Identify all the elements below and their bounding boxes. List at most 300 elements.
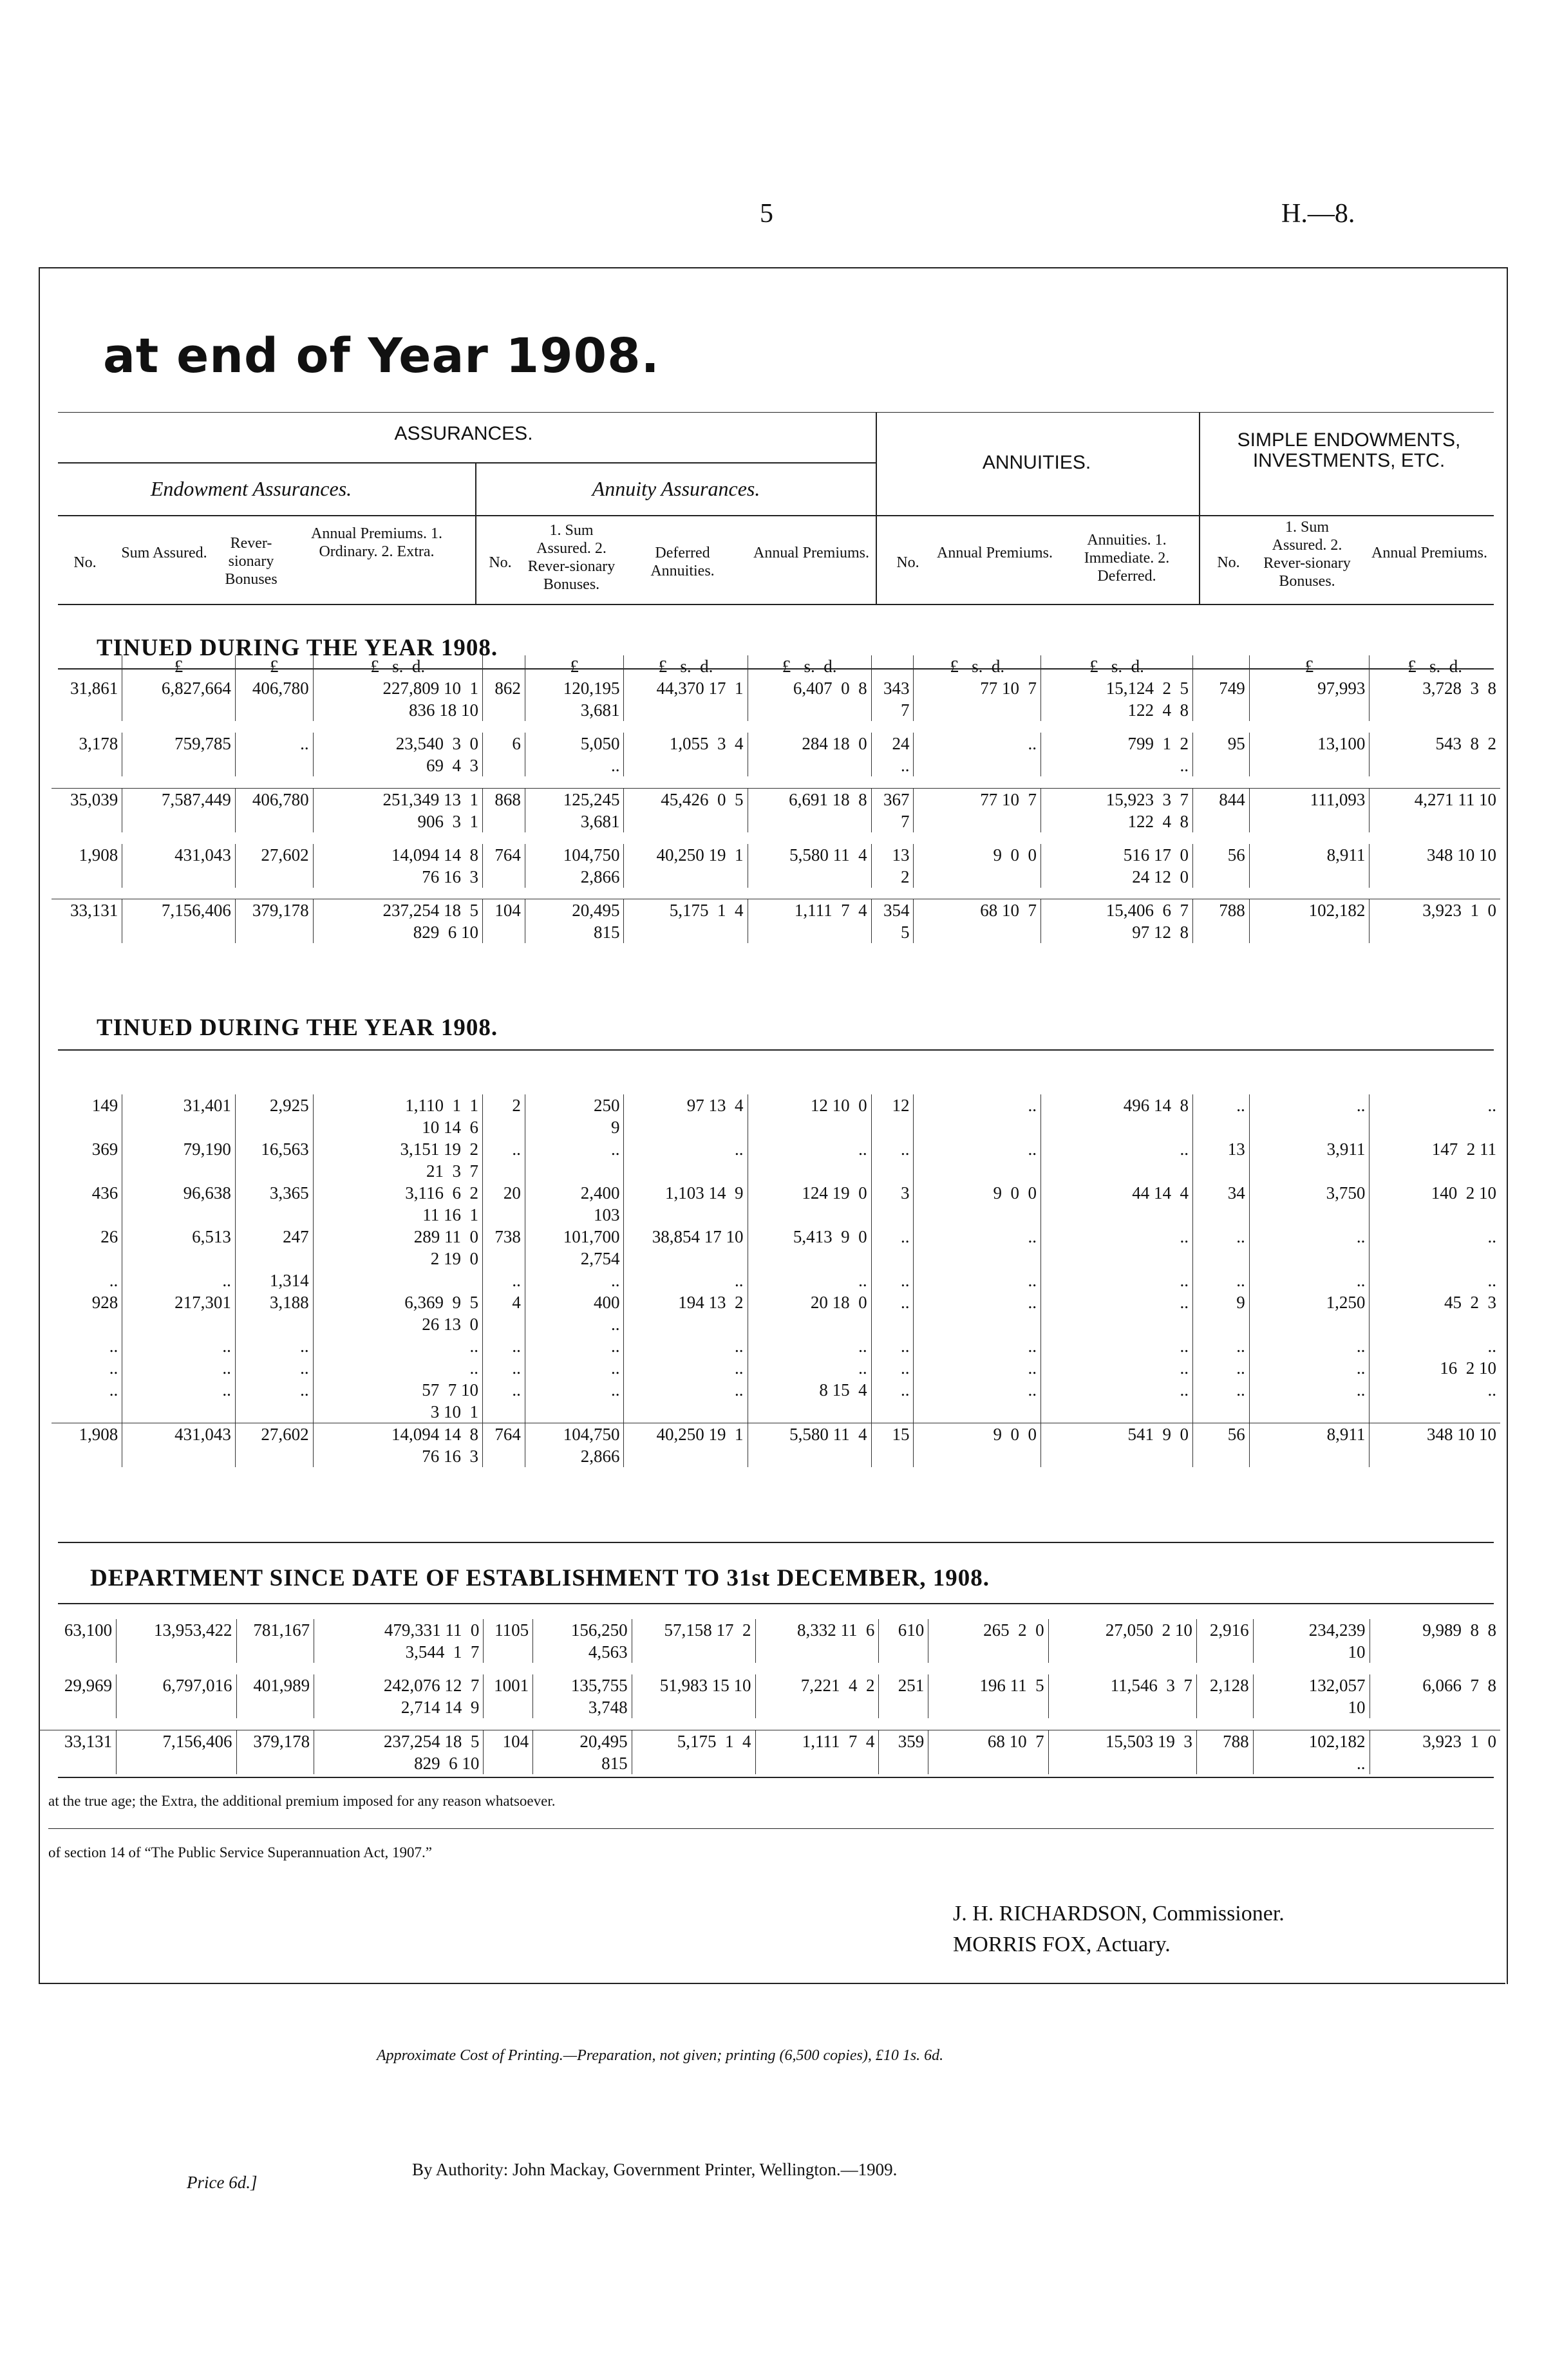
table-cell: 15,503 19 3 — [1048, 1730, 1196, 1774]
table-cell: 738 — [482, 1226, 525, 1270]
header-assurances: ASSURANCES. — [394, 423, 533, 444]
table-cell: 12 10 0 — [748, 1094, 871, 1138]
table-cell: 35,039 — [52, 788, 122, 832]
table-cell: .. — [482, 1335, 525, 1357]
section3-top-rule — [58, 1542, 1494, 1543]
table-cell: 234,239 10 — [1253, 1619, 1370, 1663]
table-cell: 436 — [52, 1182, 122, 1226]
table-cell: 6,407 0 8 — [748, 677, 871, 721]
table-cell: .. — [52, 1357, 122, 1379]
table-cell: 7,156,406 — [117, 1730, 236, 1774]
document-reference: H.—8. — [1281, 199, 1355, 229]
table-cell: 31,861 — [52, 677, 122, 721]
table-cell: 237,254 18 5 829 6 10 — [314, 1730, 484, 1774]
table-cell: 3,116 6 2 11 16 1 — [313, 1182, 482, 1226]
table-cell: 5,580 11 4 — [748, 1423, 871, 1467]
table-cell: .. — [748, 1138, 871, 1182]
col-header-reversionary-bonuses: Rever-sionary Bonuses — [225, 535, 278, 588]
section3-table — [39, 1619, 1500, 1786]
col-header-annuities-immediate-deferred: Annuities. 1. Immediate. 2. Deferred. — [1084, 532, 1170, 585]
table-cell: 96,638 — [122, 1182, 236, 1226]
table-cell: 759,785 — [122, 733, 236, 776]
unit-cell: £ s. d. — [1407, 657, 1463, 676]
header-rule-assurances — [58, 462, 876, 464]
table-cell: .. — [914, 1094, 1041, 1138]
table-row — [52, 733, 1500, 776]
table-cell: 104,750 2,866 — [525, 844, 624, 888]
table-cell: .. — [624, 1379, 748, 1423]
table-cell: 68 10 7 — [928, 1730, 1048, 1774]
table-row — [52, 1357, 1500, 1379]
table-cell: .. — [914, 733, 1041, 776]
table-cell: .. — [1487, 1336, 1496, 1356]
table-cell: 33,131 — [39, 1730, 117, 1774]
unit-cell: £ — [235, 655, 313, 677]
table-cell: 40,250 19 1 — [624, 1423, 748, 1467]
table-cell: .. — [1487, 1096, 1496, 1115]
table-cell: 9 — [1192, 1291, 1249, 1335]
printer-authority: By Authority: John Mackay, Government Printer, Wellington.—1909. — [412, 2160, 898, 2179]
col-header-annuities-no: No. — [896, 554, 919, 571]
table-cell: .. — [871, 1291, 914, 1335]
spacer-row — [39, 1718, 1500, 1730]
table-cell: .. — [1249, 1270, 1370, 1291]
table-cell: .. — [1192, 1226, 1249, 1270]
table-row — [52, 1291, 1500, 1335]
unit-cell: £ s. d. — [914, 655, 1041, 677]
table-cell: 9 0 0 — [914, 844, 1041, 888]
table-cell: 147 2 11 — [1431, 1139, 1496, 1159]
table-cell: 400 .. — [525, 1291, 624, 1335]
table-cell: .. — [748, 1335, 871, 1357]
table-cell: 125,245 3,681 — [525, 788, 624, 832]
table-cell: 27,050 2 10 — [1048, 1619, 1196, 1663]
table-cell: .. — [914, 1291, 1041, 1335]
printing-cost: Approximate Cost of Printing.—Preparation, not given; printing (6,500 copies), £10 1s. 6d. — [377, 2047, 944, 2064]
table-cell: 406,780 — [235, 788, 313, 832]
unit-cell: £ — [525, 655, 624, 677]
table-cell: 11,546 3 7 — [1048, 1674, 1196, 1718]
table-row — [39, 1619, 1500, 1663]
table-cell: 45 2 3 — [1444, 1293, 1496, 1312]
table-cell: .. — [525, 1335, 624, 1357]
table-cell: .. — [1041, 1379, 1193, 1423]
table-cell: 29,969 — [39, 1674, 117, 1718]
table-cell: 1,110 1 1 10 14 6 — [313, 1094, 482, 1138]
table-cell: 788 — [1196, 1730, 1253, 1774]
table-cell: 496 14 8 — [1041, 1094, 1193, 1138]
table-cell: 1,111 7 4 — [755, 1730, 879, 1774]
table-cell: .. — [482, 1379, 525, 1423]
table-cell: .. — [52, 1335, 122, 1357]
units-row — [52, 655, 1500, 677]
table-cell: 9 0 0 — [914, 1423, 1041, 1467]
table-cell: .. — [1192, 1270, 1249, 1291]
table-cell: 379,178 — [235, 899, 313, 944]
col-header-no: No. — [73, 554, 97, 571]
signature-commissioner: J. H. RICHARDSON, Commissioner. — [953, 1902, 1285, 1926]
table-cell: 156,250 4,563 — [533, 1619, 632, 1663]
table-cell: 5,413 9 0 — [748, 1226, 871, 1270]
signature-actuary: MORRIS FOX, Actuary. — [953, 1933, 1171, 1956]
table-cell: .. — [482, 1138, 525, 1182]
table-cell: 101,700 2,754 — [525, 1226, 624, 1270]
table-cell: 23,540 3 0 69 4 3 — [313, 733, 482, 776]
unit-cell: £ — [1249, 655, 1370, 677]
section2-rule — [58, 1049, 1494, 1051]
table-cell: .. — [914, 1226, 1041, 1270]
table-cell: 16,563 — [235, 1138, 313, 1182]
table-cell: 5,580 11 4 — [748, 844, 871, 888]
header-annuities: ANNUITIES. — [982, 452, 1091, 473]
table-cell: 95 — [1192, 733, 1249, 776]
unit-cell: £ — [122, 655, 236, 677]
table-cell: 6 — [482, 733, 525, 776]
table-cell: 16 2 10 — [1440, 1358, 1496, 1378]
table-cell: 140 2 10 — [1431, 1183, 1496, 1203]
table-cell: 111,093 — [1249, 788, 1370, 832]
table-cell: 44 14 4 — [1041, 1182, 1193, 1226]
table-cell: 20,495 815 — [533, 1730, 632, 1774]
table-cell: 1,908 — [52, 1423, 122, 1467]
table-cell: 79,190 — [122, 1138, 236, 1182]
table-cell: .. — [525, 1379, 624, 1423]
table-cell: 51,983 15 10 — [632, 1674, 755, 1718]
table-cell: 227,809 10 1 836 18 10 — [313, 677, 482, 721]
table-cell: 56 — [1192, 1423, 1249, 1467]
unit-cell: £ s. d. — [313, 655, 482, 677]
table-cell: 764 — [482, 844, 525, 888]
notes-rule-2 — [48, 1828, 1494, 1829]
table-cell: .. — [748, 1270, 871, 1291]
table-cell: 27,602 — [235, 844, 313, 888]
table-row — [52, 1379, 1500, 1423]
table-cell: .. — [914, 1270, 1041, 1291]
table-cell: 3,151 19 2 21 3 7 — [313, 1138, 482, 1182]
table-cell: .. — [235, 1335, 313, 1357]
table-cell: .. — [52, 1270, 122, 1291]
table-cell: .. — [1041, 1270, 1193, 1291]
table-cell: .. — [122, 1270, 236, 1291]
table-cell: 4,271 11 10 — [1370, 788, 1500, 832]
table-cell: 15,124 2 5 122 4 8 — [1041, 677, 1193, 721]
table-cell: .. — [1041, 1138, 1193, 1182]
table-row — [52, 788, 1500, 832]
table-cell: 516 17 0 24 12 0 — [1041, 844, 1193, 888]
table-cell: 20 — [482, 1182, 525, 1226]
table-cell: 781,167 — [236, 1619, 314, 1663]
col-header-simple-premiums: Annual Premiums. — [1371, 545, 1487, 561]
unit-cell — [52, 655, 122, 677]
note-premium: at the true age; the Extra, the additional premium imposed for any reason whatsoever. — [48, 1793, 556, 1809]
table-cell: 251,349 13 1 906 3 1 — [313, 788, 482, 832]
table-cell — [313, 1270, 482, 1291]
table-cell: .. — [52, 1379, 122, 1423]
table-cell: 77 10 7 — [914, 677, 1041, 721]
spacer-row — [52, 832, 1500, 844]
table-cell: 3,178 — [52, 733, 122, 776]
table-cell: 20,495 815 — [525, 899, 624, 944]
unit-cell — [1192, 655, 1249, 677]
table-cell: .. — [1192, 1357, 1249, 1379]
section2-title: TINUED DURING THE YEAR 1908. — [97, 1015, 498, 1041]
col-header-sum-assured: Sum Assured. — [121, 545, 207, 561]
table-cell: .. — [235, 1379, 313, 1423]
header-annuity-assurances: Annuity Assurances. — [592, 477, 760, 500]
table-cell: 5,175 1 4 — [624, 899, 748, 944]
table-cell: 1,314 — [235, 1270, 313, 1291]
table-cell: 1,055 3 4 — [624, 733, 748, 776]
table-cell: .. — [1249, 1357, 1370, 1379]
unit-cell: £ s. d. — [1041, 655, 1193, 677]
table-cell: 3,188 — [235, 1291, 313, 1335]
table-row — [52, 899, 1500, 944]
table-cell: .. — [313, 1335, 482, 1357]
table-cell: .. — [1041, 1226, 1193, 1270]
header-divider-annuity-assurances — [475, 464, 476, 604]
table-row — [52, 1094, 1500, 1138]
table-cell: 1,908 — [52, 844, 122, 888]
unit-cell: £ s. d. — [748, 655, 871, 677]
table-cell: .. — [914, 1335, 1041, 1357]
header-rule-top — [58, 412, 1494, 413]
section3-title: DEPARTMENT SINCE DATE OF ESTABLISHMENT TO 31st DECEMBER, 1908. — [90, 1565, 990, 1591]
table-cell: 401,989 — [236, 1674, 314, 1718]
table-cell: .. — [313, 1357, 482, 1379]
table-cell: 799 1 2 .. — [1041, 733, 1193, 776]
table-cell: 124 19 0 — [748, 1182, 871, 1226]
table-cell: .. — [1041, 1357, 1193, 1379]
table-cell: 379,178 — [236, 1730, 314, 1774]
table-cell: 27,602 — [235, 1423, 313, 1467]
unit-cell — [482, 655, 525, 677]
table-cell: 20 18 0 — [748, 1291, 871, 1335]
table-cell: 13,953,422 — [117, 1619, 236, 1663]
spacer-row — [39, 1663, 1500, 1674]
table-cell: .. — [871, 1379, 914, 1423]
table-cell: .. — [914, 1379, 1041, 1423]
table-cell: 2 — [482, 1094, 525, 1138]
table-cell: 7,221 4 2 — [755, 1674, 879, 1718]
table-cell: 9 0 0 — [914, 1182, 1041, 1226]
table-cell: 6,827,664 — [122, 677, 236, 721]
table-cell: 250 9 — [525, 1094, 624, 1138]
table-cell: 284 18 0 — [748, 733, 871, 776]
table-cell: 8,911 — [1249, 844, 1370, 888]
section3-rule — [58, 1603, 1494, 1604]
table-cell: 44,370 17 1 — [624, 677, 748, 721]
table-cell: 68 10 7 — [914, 899, 1041, 944]
table-cell: 844 — [1192, 788, 1249, 832]
table-cell: .. — [482, 1357, 525, 1379]
header-rule-bottom — [58, 604, 1494, 605]
table-cell: .. — [624, 1138, 748, 1182]
table-cell: 868 — [482, 788, 525, 832]
table-cell: 265 2 0 — [928, 1619, 1048, 1663]
section1-table — [52, 655, 1500, 955]
table-cell: 237,254 18 5 829 6 10 — [313, 899, 482, 944]
table-cell: 8,911 — [1249, 1423, 1370, 1467]
table-cell: .. — [1249, 1335, 1370, 1357]
table-cell: 14,094 14 8 76 16 3 — [313, 844, 482, 888]
table-cell: .. — [1192, 1335, 1249, 1357]
section2-table — [52, 1094, 1500, 1467]
table-row — [52, 1226, 1500, 1270]
table-cell: 1,111 7 4 — [748, 899, 871, 944]
table-cell: .. — [871, 1138, 914, 1182]
table-cell: 242,076 12 7 2,714 14 9 — [314, 1674, 484, 1718]
table-cell: 3,923 1 0 — [1370, 899, 1500, 944]
table-cell: 194 13 2 — [624, 1291, 748, 1335]
table-cell: 26 — [52, 1226, 122, 1270]
table-cell: .. — [624, 1357, 748, 1379]
table-cell: 3,365 — [235, 1182, 313, 1226]
header-divider-simple — [1199, 412, 1200, 605]
col-header-annual-premiums: Annual Premiums. 1. Ordinary. 2. Extra. — [311, 525, 442, 560]
table-cell: 132,057 10 — [1253, 1674, 1370, 1718]
table-cell: 541 9 0 — [1041, 1423, 1193, 1467]
table-cell: 102,182 — [1249, 899, 1370, 944]
table-cell: 610 — [879, 1619, 928, 1663]
table-cell: .. — [624, 1270, 748, 1291]
table-cell: 12 — [871, 1094, 914, 1138]
table-cell: 749 — [1192, 677, 1249, 721]
table-row — [39, 1674, 1500, 1718]
table-cell: 38,854 17 10 — [624, 1226, 748, 1270]
spacer-row — [52, 721, 1500, 733]
table-row — [52, 1182, 1500, 1226]
table-cell: .. — [235, 1357, 313, 1379]
table-cell: 57,158 17 2 — [632, 1619, 755, 1663]
table-row — [39, 1730, 1500, 1774]
col-header-sum-assured-reversionary: 1. Sum Assured. 2. Rever-sionary Bonuses. — [527, 522, 616, 593]
table-cell: 15,923 3 7 122 4 8 — [1041, 788, 1193, 832]
table-cell: 104 — [484, 1730, 533, 1774]
table-cell: 862 — [482, 677, 525, 721]
spacer-row — [39, 1774, 1500, 1786]
table-cell: .. — [1487, 1380, 1496, 1400]
table-cell: 7,587,449 — [122, 788, 236, 832]
table-cell: .. — [871, 1357, 914, 1379]
table-cell: 104,750 2,866 — [525, 1423, 624, 1467]
table-cell: .. — [525, 1138, 624, 1182]
table-cell: 8,332 11 6 — [755, 1619, 879, 1663]
table-cell: 196 11 5 — [928, 1674, 1048, 1718]
table-cell: 4 — [482, 1291, 525, 1335]
table-cell: 1105 — [484, 1619, 533, 1663]
table-cell: 31,401 — [122, 1094, 236, 1138]
table-cell: .. — [1041, 1335, 1193, 1357]
table-cell: 6,691 18 8 — [748, 788, 871, 832]
table-cell: 348 10 10 — [1427, 845, 1496, 865]
table-cell: 1001 — [484, 1674, 533, 1718]
table-cell: .. — [914, 1138, 1041, 1182]
table-cell: .. — [1249, 1379, 1370, 1423]
table-cell: 764 — [482, 1423, 525, 1467]
table-cell: 2,925 — [235, 1094, 313, 1138]
table-cell: 13 — [1192, 1138, 1249, 1182]
table-cell: 1,250 — [1249, 1291, 1370, 1335]
table-cell: 14,094 14 8 76 16 3 — [313, 1423, 482, 1467]
table-cell: 367 7 — [871, 788, 914, 832]
table-frame-bottom — [39, 1983, 1505, 1984]
header-endowment-assurances: Endowment Assurances. — [150, 477, 352, 500]
table-cell: 6,797,016 — [117, 1674, 236, 1718]
table-cell: 3 — [871, 1182, 914, 1226]
table-cell: 33,131 — [52, 899, 122, 944]
table-cell: 77 10 7 — [914, 788, 1041, 832]
col-header-annuities-premiums: Annual Premiums. — [937, 545, 1053, 561]
table-row — [52, 1335, 1500, 1357]
table-cell: 354 5 — [871, 899, 914, 944]
col-header-simple-no: No. — [1217, 554, 1240, 571]
notes-rule — [58, 1777, 1494, 1778]
col-header-simple-sum-assured: 1. Sum Assured. 2. Rever-sionary Bonuses. — [1263, 519, 1351, 590]
table-row — [52, 1138, 1500, 1182]
table-cell: 3,728 3 8 — [1422, 679, 1496, 698]
table-cell: 6,369 9 5 26 13 0 — [313, 1291, 482, 1335]
table-cell: .. — [1192, 1379, 1249, 1423]
table-cell: 102,182 .. — [1253, 1730, 1370, 1774]
table-cell: 7,156,406 — [122, 899, 236, 944]
spacer-row — [52, 888, 1500, 899]
table-cell: .. — [122, 1335, 236, 1357]
table-cell: 348 10 10 — [1370, 1423, 1500, 1467]
table-row — [52, 1270, 1500, 1291]
spacer-row — [52, 776, 1500, 788]
table-cell: 15,406 6 7 97 12 8 — [1041, 899, 1193, 944]
table-cell: 3,923 1 0 — [1370, 1730, 1500, 1774]
table-cell: .. — [748, 1357, 871, 1379]
page-title: at end of Year 1908. — [103, 328, 660, 384]
table-cell: .. — [624, 1335, 748, 1357]
table-row — [52, 844, 1500, 888]
table-cell: 6,066 7 8 — [1422, 1676, 1496, 1695]
note-section: of section 14 of “The Public Service Superannuation Act, 1907.” — [48, 1844, 432, 1860]
table-cell: 97 13 4 — [624, 1094, 748, 1138]
table-cell: 788 — [1192, 899, 1249, 944]
table-cell: 5,050 .. — [525, 733, 624, 776]
page-number: 5 — [760, 199, 773, 229]
table-cell: 2,400 103 — [525, 1182, 624, 1226]
table-cell: 359 — [879, 1730, 928, 1774]
header-simple-endowments: SIMPLE ENDOWMENTS, INVESTMENTS, ETC. — [1237, 429, 1461, 471]
table-cell: .. — [871, 1335, 914, 1357]
table-cell: 2,916 — [1196, 1619, 1253, 1663]
table-cell: .. — [1249, 1226, 1370, 1270]
table-cell: 34 — [1192, 1182, 1249, 1226]
table-cell: .. — [1487, 1271, 1496, 1290]
table-cell: 45,426 0 5 — [624, 788, 748, 832]
table-cell: 431,043 — [122, 844, 236, 888]
table-cell: 104 — [482, 899, 525, 944]
table-cell: 6,513 — [122, 1226, 236, 1270]
table-cell: .. — [525, 1270, 624, 1291]
price: Price 6d.] — [187, 2173, 258, 2192]
table-row — [52, 677, 1500, 721]
table-cell: 543 8 2 — [1435, 734, 1496, 753]
section1-title: TINUED DURING THE YEAR 1908. — [97, 635, 498, 661]
table-cell: .. — [235, 733, 313, 776]
table-cell: .. — [122, 1357, 236, 1379]
table-cell: 431,043 — [122, 1423, 236, 1467]
table-cell: 120,195 3,681 — [525, 677, 624, 721]
table-cell: 135,755 3,748 — [533, 1674, 632, 1718]
table-cell: 406,780 — [235, 677, 313, 721]
table-cell: .. — [525, 1357, 624, 1379]
table-cell: 149 — [52, 1094, 122, 1138]
header-divider-annuities — [876, 412, 877, 605]
